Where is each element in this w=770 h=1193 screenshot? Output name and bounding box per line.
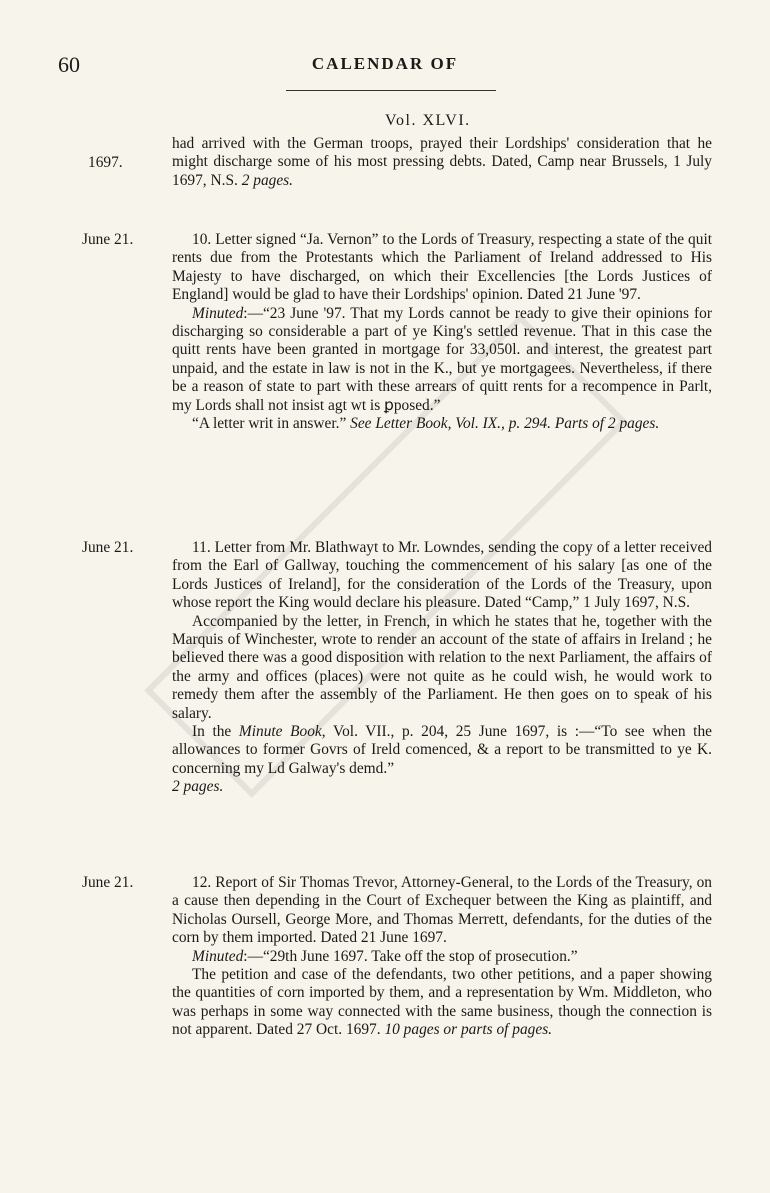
volume-heading: Vol. XLVI. [385, 112, 471, 129]
page-number: 60 [58, 52, 80, 77]
header-rule [286, 90, 496, 91]
entry-11-minute-book: Minute Book [238, 723, 322, 741]
running-head: CALENDAR OF [311, 54, 459, 73]
continuation-text: had arrived with the German troops, prayed their Lordships' consideration that he might discharge some of his most pressing debts. Dated, Camp near Brussels, 1 July 1697, N.S. [172, 135, 712, 189]
entry-11-text: 11. Letter from Mr. Blathwayt to Mr. Lowndes, sending the copy of a letter received from the Earl of Gallway, touching the commencement of his salary [as one of the Lords Justices of Ireland], for the consideration of the Lords of the Treasury, upon whose report the King would declare his pleasure. Dated “Camp,” 1 July 1697, N.S. [172, 539, 712, 612]
entry-12-pages: 10 pages or parts of pages. [384, 1021, 553, 1039]
entry-10-answer [172, 415, 712, 433]
continuation-pages: 2 pages. [241, 171, 294, 189]
margin-date-entry-10: June 21. [82, 231, 134, 248]
entry-10 [172, 231, 712, 433]
entry-10-minute-text: :—“23 June '97. That my Lords cannot be ready to give their opinions for discharging so considerable a part of ye King's settled revenue. That in this case the quitt rents have been granted in mortgage for 33,050l. and interest, the greatest part unpaid, and the estate in law is not in the K., but ye mortgagees. Nevertheless, if there be a reason of state to part with these arrears of quitt rents for a recompence in Parlt, my Lords shall not insist agt wt is ꝑposed.” [172, 304, 712, 414]
entry-11-enclosure: Accompanied by the letter, in French, in which he states that he, together with the Marquis of Winchester, wrote to render an account of the state of affairs in Ireland ; he believed there was a good disposition with relation to the next Parliament, the affairs of the army and offices (places) were not quite as he could wish, he would work to remedy them after the assembly of the Parliament. He then goes on to speak of his salary. [172, 612, 712, 722]
entry-11 [172, 539, 712, 797]
entry-11-pages: 2 pages. [172, 778, 224, 796]
entry-12-minute [172, 948, 712, 966]
entry-12-enclosures [172, 966, 712, 1040]
entry-12 [172, 874, 712, 1040]
entry-10-minuted-label: Minuted [192, 304, 244, 322]
entry-12-enclosures-text: The petition and case of the defendants, two other petitions, and a paper showing the quantities of corn imported by them, and a representation by Wm. Middleton, who was perhaps in some way connected with the same business, though the connection is not apparent. Dated 27 Oct. 1697. [172, 966, 712, 1039]
entry-10-text: 10. Letter signed “Ja. Vernon” to the Lords of Treasury, respecting a state of the quit rents due from the Protestants which the Parliament of Ireland addressed to His Majesty to have discharged, on which their Excellencies [the Lords Justices of England] would be glad to have their Lordships' opinion. Dated 21 June '97. [172, 231, 712, 304]
entry-10-minute [172, 305, 712, 415]
entry-12-minute-text: :—“29th June 1697. Take off the stop of prosecution.” [243, 947, 578, 965]
entry-10-reference: See Letter Book, Vol. IX., p. 294. Parts of 2 pages. [350, 415, 660, 433]
entry-10-answer-text: “A letter writ in answer.” [192, 415, 347, 433]
entry-12-minuted-label: Minuted [192, 947, 244, 965]
entry-11-minute-intro: In the [192, 723, 232, 741]
continuation-entry [172, 135, 712, 190]
entry-12-text: 12. Report of Sir Thomas Trevor, Attorney-General, to the Lords of the Treasury, on a cause then depending in the Court of Exchequer between the King as plaintiff, and Nicholas Oursell, George More, and Thomas Merrett, defendants, for the duties of the corn by them imported. Dated 21 June 1697. [172, 874, 712, 947]
margin-year: 1697. [88, 154, 123, 171]
entry-11-minute-text: , Vol. VII., p. 204, 25 June 1697, is :—“To see when the allowances to former Govrs of Ireld comenced, & a report to be transmitted to ye K. concerning my Ld Galway's demd.” [172, 723, 712, 777]
margin-date-entry-12: June 21. [82, 874, 134, 891]
margin-date-entry-11: June 21. [82, 539, 134, 556]
entry-11-minute [172, 723, 712, 778]
